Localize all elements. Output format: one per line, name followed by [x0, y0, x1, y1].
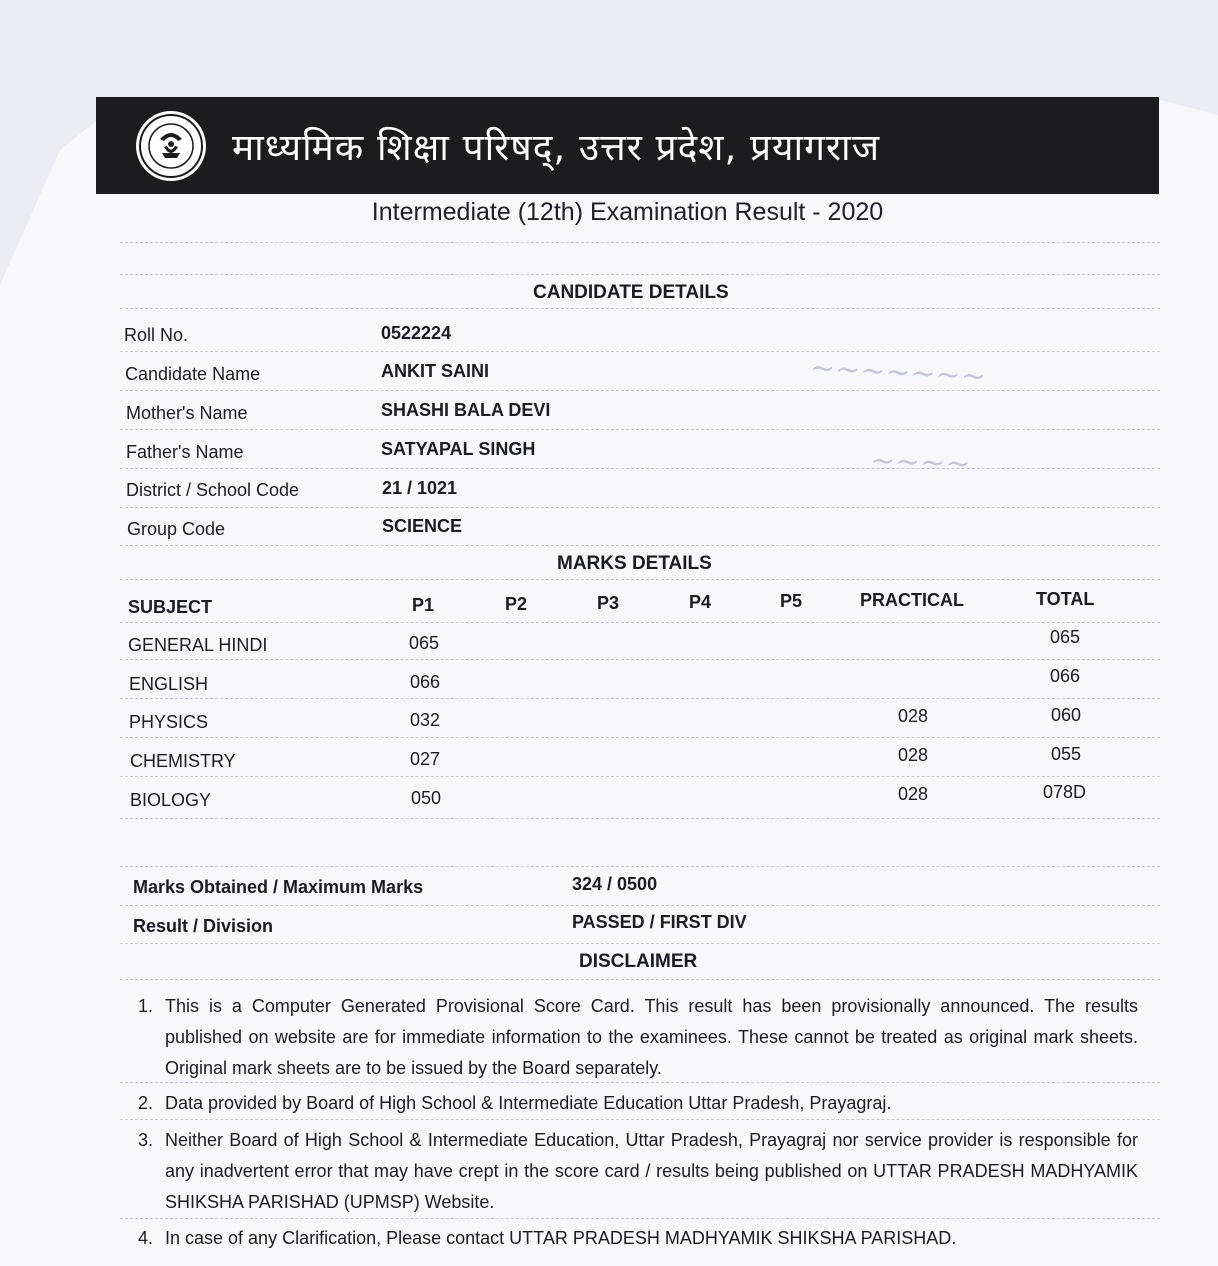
- disclaimer-number: 1.: [138, 996, 154, 1016]
- board-header: [96, 97, 1159, 194]
- marks-obtained-label: Marks Obtained / Maximum Marks: [133, 877, 424, 897]
- up-emblem-icon: [134, 109, 208, 183]
- board-title: माध्यमिक शिक्षा परिषद्, उत्तर प्रदेश, प्रयागराज: [232, 126, 881, 169]
- disclaimer-item: [138, 991, 1138, 1084]
- disclaimer-item: [138, 1088, 1138, 1119]
- divider: [120, 579, 1160, 580]
- disclaimer-number: 3.: [138, 1130, 154, 1150]
- divider: [120, 274, 1160, 275]
- group-code-label: Group Code: [127, 519, 226, 539]
- divider: [120, 698, 1160, 699]
- fathers-name-label: Father's Name: [126, 442, 244, 462]
- total-cell: 078D: [1043, 782, 1087, 802]
- divider: [120, 390, 1160, 391]
- result-division-value: PASSED / FIRST DIV: [572, 912, 747, 932]
- practical-cell: 028: [898, 784, 929, 804]
- divider: [120, 818, 1160, 819]
- divider: [120, 866, 1160, 867]
- disclaimer-number: 2.: [138, 1093, 154, 1113]
- subject-cell: ENGLISH: [129, 674, 209, 694]
- total-cell: 065: [1050, 627, 1081, 647]
- disclaimer-text: In case of any Clarification, Please contact UTTAR PRADESH MADHYAMIK SHIKSHA PARISHAD.: [165, 1228, 957, 1248]
- divider: [120, 429, 1160, 430]
- practical-cell: 028: [898, 706, 929, 726]
- total-cell: 066: [1050, 666, 1081, 686]
- handwriting-mark: ~~~~: [869, 443, 972, 482]
- divider: [120, 905, 1160, 906]
- marks-obtained-value: 324 / 0500: [572, 874, 658, 894]
- candidate-name-value: ANKIT SAINI: [381, 361, 489, 381]
- exam-title: Intermediate (12th) Examination Result - 2020: [371, 198, 884, 226]
- divider: [120, 979, 1160, 980]
- fathers-name-value: SATYAPAL SINGH: [381, 439, 536, 459]
- divider: [120, 545, 1160, 546]
- result-division-label: Result / Division: [133, 916, 274, 936]
- divider: [120, 943, 1160, 944]
- col-p2: P2: [505, 594, 528, 614]
- disclaimer-item: [138, 1223, 1138, 1254]
- practical-cell: 028: [898, 745, 929, 765]
- p1-cell: 032: [410, 710, 441, 730]
- col-p4: P4: [689, 592, 712, 612]
- p1-cell: 066: [410, 672, 441, 692]
- divider: [120, 737, 1160, 738]
- disclaimer-text: This is a Computer Generated Provisional Score Card. This result has been provisionally announced. The results published on website are for immediate information to the examinees. These cannot be treated as original mark sheets. Original mark sheets are to be issued by the Board separately.: [165, 996, 1138, 1078]
- divider: [120, 622, 1160, 623]
- total-cell: 055: [1051, 744, 1082, 764]
- divider: [120, 1119, 1160, 1120]
- divider: [120, 308, 1160, 309]
- subject-cell: BIOLOGY: [130, 790, 212, 810]
- mothers-name-value: SHASHI BALA DEVI: [381, 400, 551, 420]
- mothers-name-label: Mother's Name: [126, 403, 248, 423]
- divider: [120, 1218, 1160, 1219]
- subject-cell: PHYSICS: [129, 712, 209, 732]
- candidate-name-label: Candidate Name: [125, 364, 261, 384]
- col-subject: SUBJECT: [128, 597, 213, 617]
- total-cell: 060: [1051, 705, 1082, 725]
- handwriting-mark: ~~~~~~~: [809, 350, 987, 395]
- candidate-section-title: CANDIDATE DETAILS: [533, 282, 729, 303]
- roll-no-value: 0522224: [381, 323, 452, 343]
- school-code-value: 21 / 1021: [382, 478, 458, 498]
- subject-cell: CHEMISTRY: [130, 751, 236, 771]
- group-code-value: SCIENCE: [382, 516, 463, 536]
- divider: [120, 659, 1160, 660]
- divider: [120, 507, 1160, 508]
- divider: [120, 468, 1160, 469]
- p1-cell: 065: [409, 633, 440, 653]
- col-p1: P1: [412, 595, 435, 615]
- roll-no-label: Roll No.: [124, 325, 189, 345]
- divider: [120, 1082, 1160, 1083]
- divider: [120, 242, 1160, 243]
- p1-cell: 027: [410, 749, 441, 769]
- disclaimer-text: Neither Board of High School & Intermediate Education, Uttar Pradesh, Prayagraj nor service provider is responsible for any inadvertent error that may have crept in the score card / results being published on UTTAR PRADESH MADHYAMIK SHIKSHA PARISHAD (UPMSP) Website.: [165, 1130, 1138, 1212]
- p1-cell: 050: [411, 788, 442, 808]
- disclaimer-title: DISCLAIMER: [579, 951, 698, 972]
- col-total: TOTAL: [1036, 589, 1095, 609]
- col-p3: P3: [597, 593, 620, 613]
- divider: [120, 351, 1160, 352]
- col-practical: PRACTICAL: [860, 590, 964, 610]
- school-code-label: District / School Code: [126, 480, 300, 500]
- disclaimer-text: Data provided by Board of High School & Intermediate Education Uttar Pradesh, Prayagraj.: [165, 1093, 892, 1113]
- col-p5: P5: [780, 591, 803, 611]
- disclaimer-number: 4.: [138, 1228, 154, 1248]
- marks-section-title: MARKS DETAILS: [557, 553, 712, 574]
- disclaimer-item: [138, 1125, 1138, 1218]
- subject-cell: GENERAL HINDI: [128, 635, 268, 655]
- divider: [120, 776, 1160, 777]
